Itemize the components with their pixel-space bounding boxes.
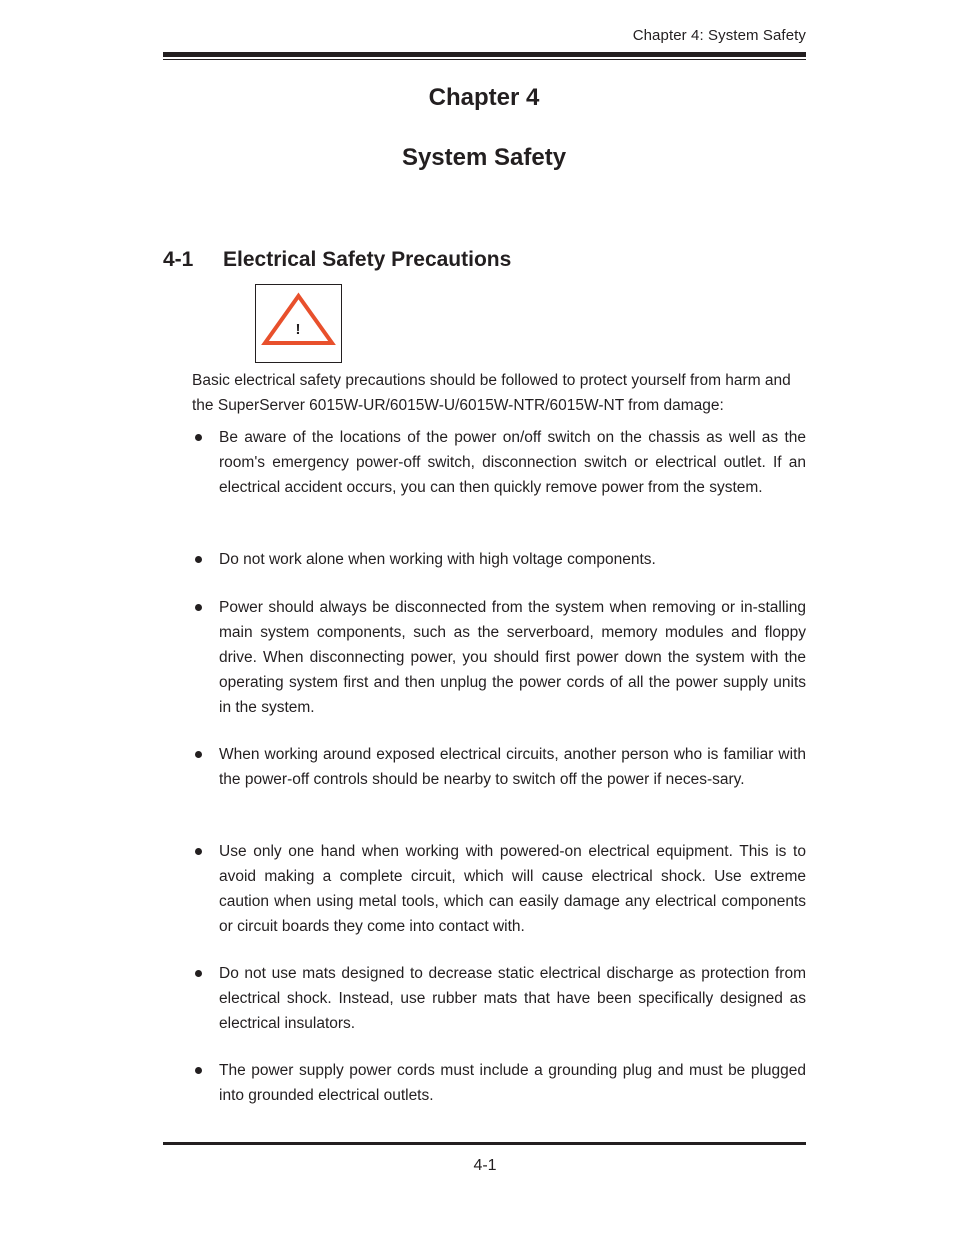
section-number: 4-1 bbox=[163, 248, 194, 271]
chapter-subtitle: System Safety bbox=[401, 144, 567, 171]
list-item-text: When working around exposed electrical circuits, another person who is familiar with the power-off controls should be nearby to switch off the power if neces-sary. bbox=[219, 746, 806, 788]
list-item bbox=[192, 1058, 806, 1108]
list-item-text: Be aware of the locations of the power on/off switch on the chassis as well as the room's emergency power-off switch, disconnection switch or electrical outlet. If an electrical accident occurs, you can then quickly remove power from the system. bbox=[219, 429, 806, 496]
list-item bbox=[192, 595, 806, 720]
footer-rule bbox=[163, 1142, 806, 1145]
running-header: Chapter 4: System Safety bbox=[632, 27, 806, 44]
list-item bbox=[192, 961, 806, 1036]
list-item bbox=[192, 742, 806, 792]
list-item-text: Use only one hand when working with powered-on electrical equipment. This is to avoid making a complete circuit, which will cause electrical shock. Use extreme caution when using metal tools, which can easily damage any electrical components or circuit boards they come into contact with. bbox=[219, 843, 806, 935]
list-item-text: Do not use mats designed to decrease static electrical discharge as protection from electrical shock. Instead, use rubber mats that have been specifically designed as electrical insulators. bbox=[219, 965, 806, 1032]
bullet-dot bbox=[195, 604, 202, 611]
bullet-dot bbox=[195, 1067, 202, 1074]
bullet-dot bbox=[195, 751, 202, 758]
bullet-dot bbox=[195, 556, 202, 563]
bullet-dot bbox=[195, 970, 202, 977]
bullet-dot bbox=[195, 848, 202, 855]
chapter-title: Chapter 4 bbox=[428, 84, 540, 111]
intro-paragraph: Basic electrical safety precautions should be followed to protect yourself from harm and the SuperServer 6015W-UR/6015W-U/6015W-NTR/6015W-NT from damage: bbox=[192, 372, 791, 414]
bullet-dot bbox=[195, 434, 202, 441]
list-item bbox=[192, 425, 806, 500]
list-item bbox=[192, 839, 806, 939]
section-title: Electrical Safety Precautions bbox=[223, 248, 512, 271]
list-item-text: Do not work alone when working with high voltage components. bbox=[219, 551, 656, 568]
list-item-text: The power supply power cords must include a grounding plug and must be plugged into grounded electrical outlets. bbox=[219, 1062, 806, 1104]
page-number: 4-1 bbox=[473, 1157, 497, 1174]
list-item-text: Power should always be disconnected from the system when removing or in-stalling main system components, such as the serverboard, memory modules and floppy drive. When disconnecting power, you should first power down the system with the operating system first and then unplug the power cords of all the power supply units in the system. bbox=[219, 599, 806, 716]
warning-symbol: ! bbox=[295, 321, 301, 338]
list-item bbox=[192, 547, 806, 572]
